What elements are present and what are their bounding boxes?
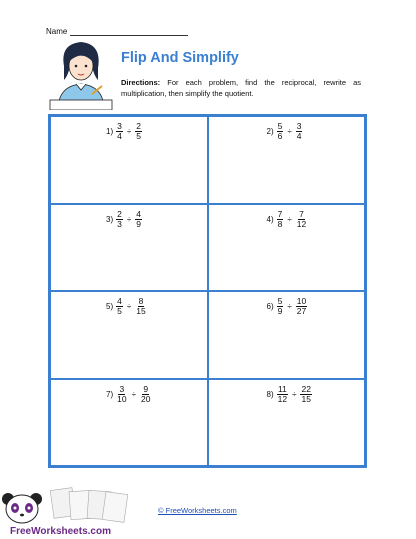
directions-label: Directions: [121,78,161,87]
svg-text:FreeWorksheets.com: FreeWorksheets.com [10,526,111,537]
website-link[interactable]: © FreeWorksheets.com [158,506,237,515]
divisor-fraction [135,210,142,229]
denominator: 4 [117,131,122,141]
dividend-fraction [277,297,284,316]
denominator: 12 [296,218,307,229]
freeworksheets-logo [0,485,140,539]
denominator: 5 [136,131,141,141]
denominator: 5 [117,306,122,316]
worksheet-title: Flip And Simplify [121,50,239,66]
dividend-fraction [116,210,123,229]
name-label: Name [46,27,68,36]
problem-cell[interactable] [208,204,366,292]
divide-sign: ÷ [126,214,132,224]
problem-cell[interactable] [50,116,208,204]
numerator: 22 [301,383,311,394]
problem-cell[interactable] [50,204,208,292]
divisor-fraction [296,297,307,316]
numerator: 5 [277,121,283,131]
worksheet-thumbnails-icon [50,488,128,523]
problem-1 [106,122,142,141]
divide-sign: ÷ [287,302,292,311]
problem-cell[interactable] [208,379,366,467]
denominator: 9 [277,306,283,316]
divisor-fraction [300,385,311,404]
denominator: 10 [117,393,127,404]
panda-icon [2,493,42,523]
numerator: 8 [138,296,144,306]
problem-number: 4) [266,214,274,224]
numerator: 7 [299,208,304,219]
problem-cell[interactable] [50,291,208,379]
numerator: 4 [136,208,141,219]
numerator: 5 [277,296,283,306]
problem-number: 2) [266,127,274,136]
divide-sign: ÷ [131,389,136,399]
dividend-fraction [116,385,127,404]
numerator: 4 [117,296,122,306]
denominator: 4 [296,131,302,141]
dividend-fraction [116,122,123,141]
divide-sign: ÷ [292,389,297,399]
directions-text: For each problem, find the reciprocal, rewrite as multiplication, then simplify the quotient. [121,78,361,98]
divisor-fraction [140,385,151,404]
problem-number: 1) [106,127,114,136]
problem-3 [106,210,142,229]
divide-sign: ÷ [126,302,132,311]
denominator: 15 [301,393,311,404]
problem-number: 7) [106,389,114,399]
divisor-fraction [135,122,142,141]
denominator: 6 [277,131,283,141]
problem-4 [267,210,308,229]
problem-cell[interactable] [208,116,366,204]
dividend-fraction [277,385,288,404]
dividend-fraction [277,210,284,229]
numerator: 3 [117,121,122,131]
numerator: 9 [143,383,149,394]
problem-number: 8) [266,389,274,399]
directions [121,78,361,99]
divide-sign: ÷ [287,214,292,224]
denominator: 9 [136,218,141,229]
numerator: 7 [277,208,283,219]
denominator: 8 [277,218,283,229]
denominator: 27 [296,306,307,316]
numerator: 3 [296,121,302,131]
divide-sign: ÷ [287,127,292,136]
name-row [46,27,188,36]
divisor-fraction [135,297,146,316]
numerator: 3 [119,383,125,394]
name-line [70,27,188,36]
dividend-fraction [277,122,284,141]
numerator: 10 [296,296,307,306]
denominator: 3 [117,218,122,229]
denominator: 20 [140,393,151,404]
denominator: 12 [277,393,288,404]
divide-sign: ÷ [126,127,132,136]
problem-number: 3) [106,214,114,224]
problem-number: 6) [266,302,274,311]
problem-number: 5) [106,302,114,311]
numerator: 11 [277,383,287,394]
dividend-fraction [116,297,123,316]
problem-8 [267,385,312,404]
divisor-fraction [296,122,303,141]
denominator: 15 [136,306,146,316]
problem-grid [48,114,367,468]
student-writing-illustration [48,36,114,110]
problem-cell[interactable] [50,379,208,467]
problem-5 [106,297,147,316]
numerator: 2 [117,208,122,219]
problem-cell[interactable] [208,291,366,379]
problem-2 [267,122,303,141]
problem-6 [267,297,308,316]
divisor-fraction [296,210,307,229]
problem-7 [106,385,151,404]
numerator: 2 [136,121,141,131]
